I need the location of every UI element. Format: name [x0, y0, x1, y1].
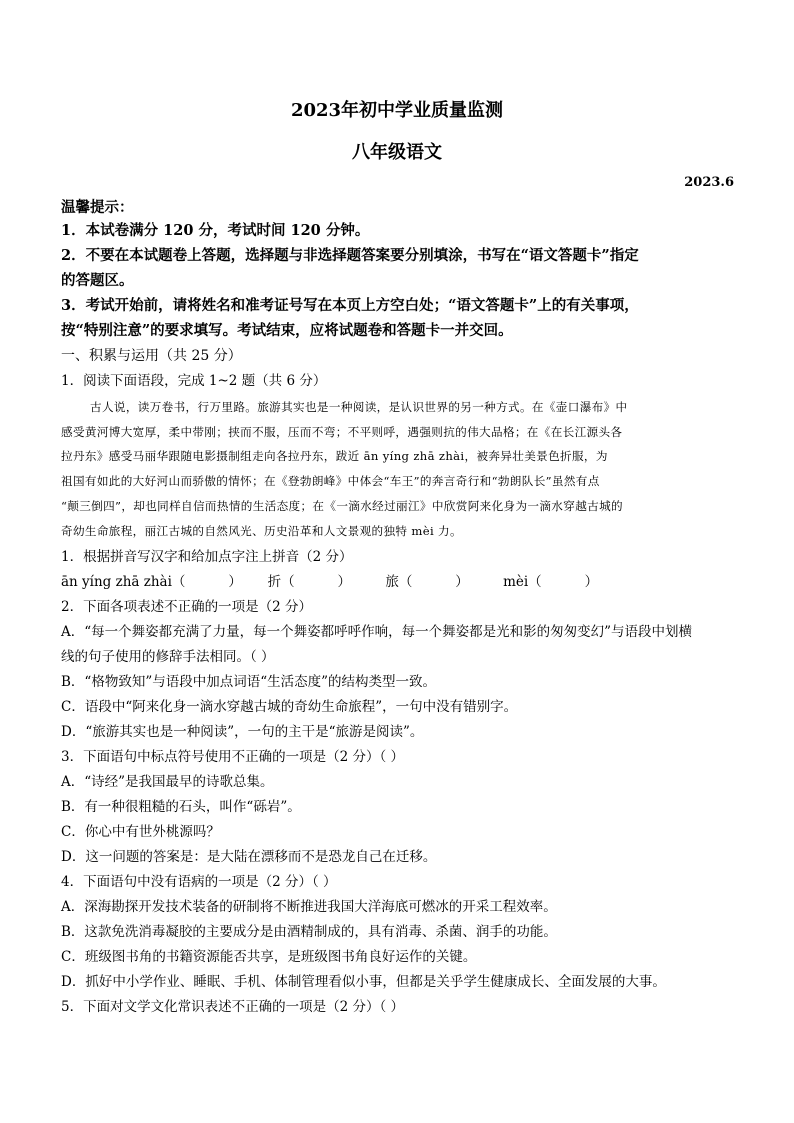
passage-line: 拉丹东》感受马丽华跟随电影摄制组走向各拉丹东，跋近 ān yíng zhā zhài，被奔异壮美景色折服，为	[61, 449, 608, 463]
passage-line: 古人说，读万卷书，行万里路。旅游其实也是一种阅读，是认识世界的另一种方式。在《壶口瀑布》中	[90, 400, 628, 414]
question-1: 1．根据拼音写汉字和给加点字注上拼音（2 分）	[61, 549, 353, 565]
option-c: C．你心中有世外桃源吗？	[61, 824, 220, 840]
passage-line: 奇幼生命旅程，丽江古城的自然风光、历史沿革和人文景观的独特 mèi 力。	[61, 524, 462, 538]
option-a-cont: 线的句子使用的修辞手法相同。（ ）	[61, 649, 275, 665]
option-a: A．“每一个舞姿都充满了力量，每一个舞姿都呼呼作响，每一个舞姿都是光和影的匆匆变幻”与语段中划横	[61, 624, 693, 640]
option-b: B．“格物致知”与语段中加点词语“生活态度”的结构类型一致。	[61, 674, 437, 690]
option-d: D．“旅游其实也是一种阅读”，一句的主干是“旅游是阅读”。	[61, 724, 424, 740]
passage-line: 祖国有如此的大好河山而骄傲的情怀；在《登勃朗峰》中体会“车王”的奔言奇行和“勃朗队长”虽然有点	[61, 474, 600, 488]
section-heading: 一、积累与运用（共 25 分）	[61, 348, 242, 364]
option-c: C．班级图书角的书籍资源能否共享，是班级图书角良好运作的关键。	[61, 949, 477, 965]
question-5: 5．下面对文学文化常识表述不正确的一项是（2 分）（ ）	[61, 999, 405, 1015]
question-3: 3．下面语句中标点符号使用不正确的一项是（2 分）（ ）	[61, 749, 405, 765]
exam-title: 2023年初中学业质量监测	[290, 100, 504, 121]
tip-2: 2．不要在本试题卷上答题，选择题与非选择题答案要分别填涂，书写在“语文答题卡”指定	[61, 247, 639, 264]
tip-3: 3．考试开始前，请将姓名和准考证号写在本页上方空白处；“语文答题卡”上的有关事项，	[61, 297, 639, 314]
option-d: D．抓好中小学作业、睡眠、手机、体制管理看似小事，但都是关乎学生健康成长、全面发展的大事。	[61, 974, 666, 990]
tip-3-cont: 按“特别注意”的要求填写。考试结束，应将试题卷和答题卡一并交回。	[61, 322, 513, 339]
option-c: C．语段中“阿来化身一滴水穿越古城的奇幼生命旅程”，一句中没有错别字。	[61, 699, 518, 715]
question-2: 2．下面各项表述不正确的一项是（2 分）	[61, 599, 312, 615]
option-a: A．“诗经”是我国最早的诗歌总集。	[61, 774, 274, 790]
subject-title: 八年级语文	[352, 142, 442, 163]
option-d: D．这一问题的答案是：是大陆在漂移而不是恐龙自己在迁移。	[61, 849, 437, 865]
tips-heading: 温馨提示：	[61, 199, 134, 216]
exam-date: 2023.6	[684, 175, 734, 190]
question-4: 4．下面语句中没有语病的一项是（2 分）（ ）	[61, 874, 337, 890]
tip-2-cont: 的答题区。	[61, 272, 134, 289]
passage-line: 感受黄河博大宽厚，柔中带刚；挟而不服，压而不弯；不平则呼，遇强则抗的伟大品格；在《在长江源头各	[61, 425, 623, 439]
reading-intro: 1．阅读下面语段，完成 1~2 题（共 6 分）	[61, 373, 327, 389]
option-a: A．深海勘探开发技术装备的研制将不断推进我国大洋海底可燃冰的开采工程效率。	[61, 899, 557, 915]
option-b: B．这款免洗消毒凝胶的主要成分是由酒精制成的，具有消毒、杀菌、润手的功能。	[61, 924, 557, 940]
question-1-blanks: ān yíng zhā zhài（ ） 折（ ） 旅（ ） mèi（ ）	[61, 574, 599, 590]
passage-line: “颠三倒四”，却也同样自信而热情的生活态度；在《一滴水经过丽江》中欣赏阿来化身为一滴水穿越古城的	[61, 499, 623, 513]
tip-1: 1．本试卷满分 120 分，考试时间 120 分钟。	[61, 222, 370, 239]
option-b: B．有一种很粗糙的石头，叫作“砾岩”。	[61, 799, 301, 815]
